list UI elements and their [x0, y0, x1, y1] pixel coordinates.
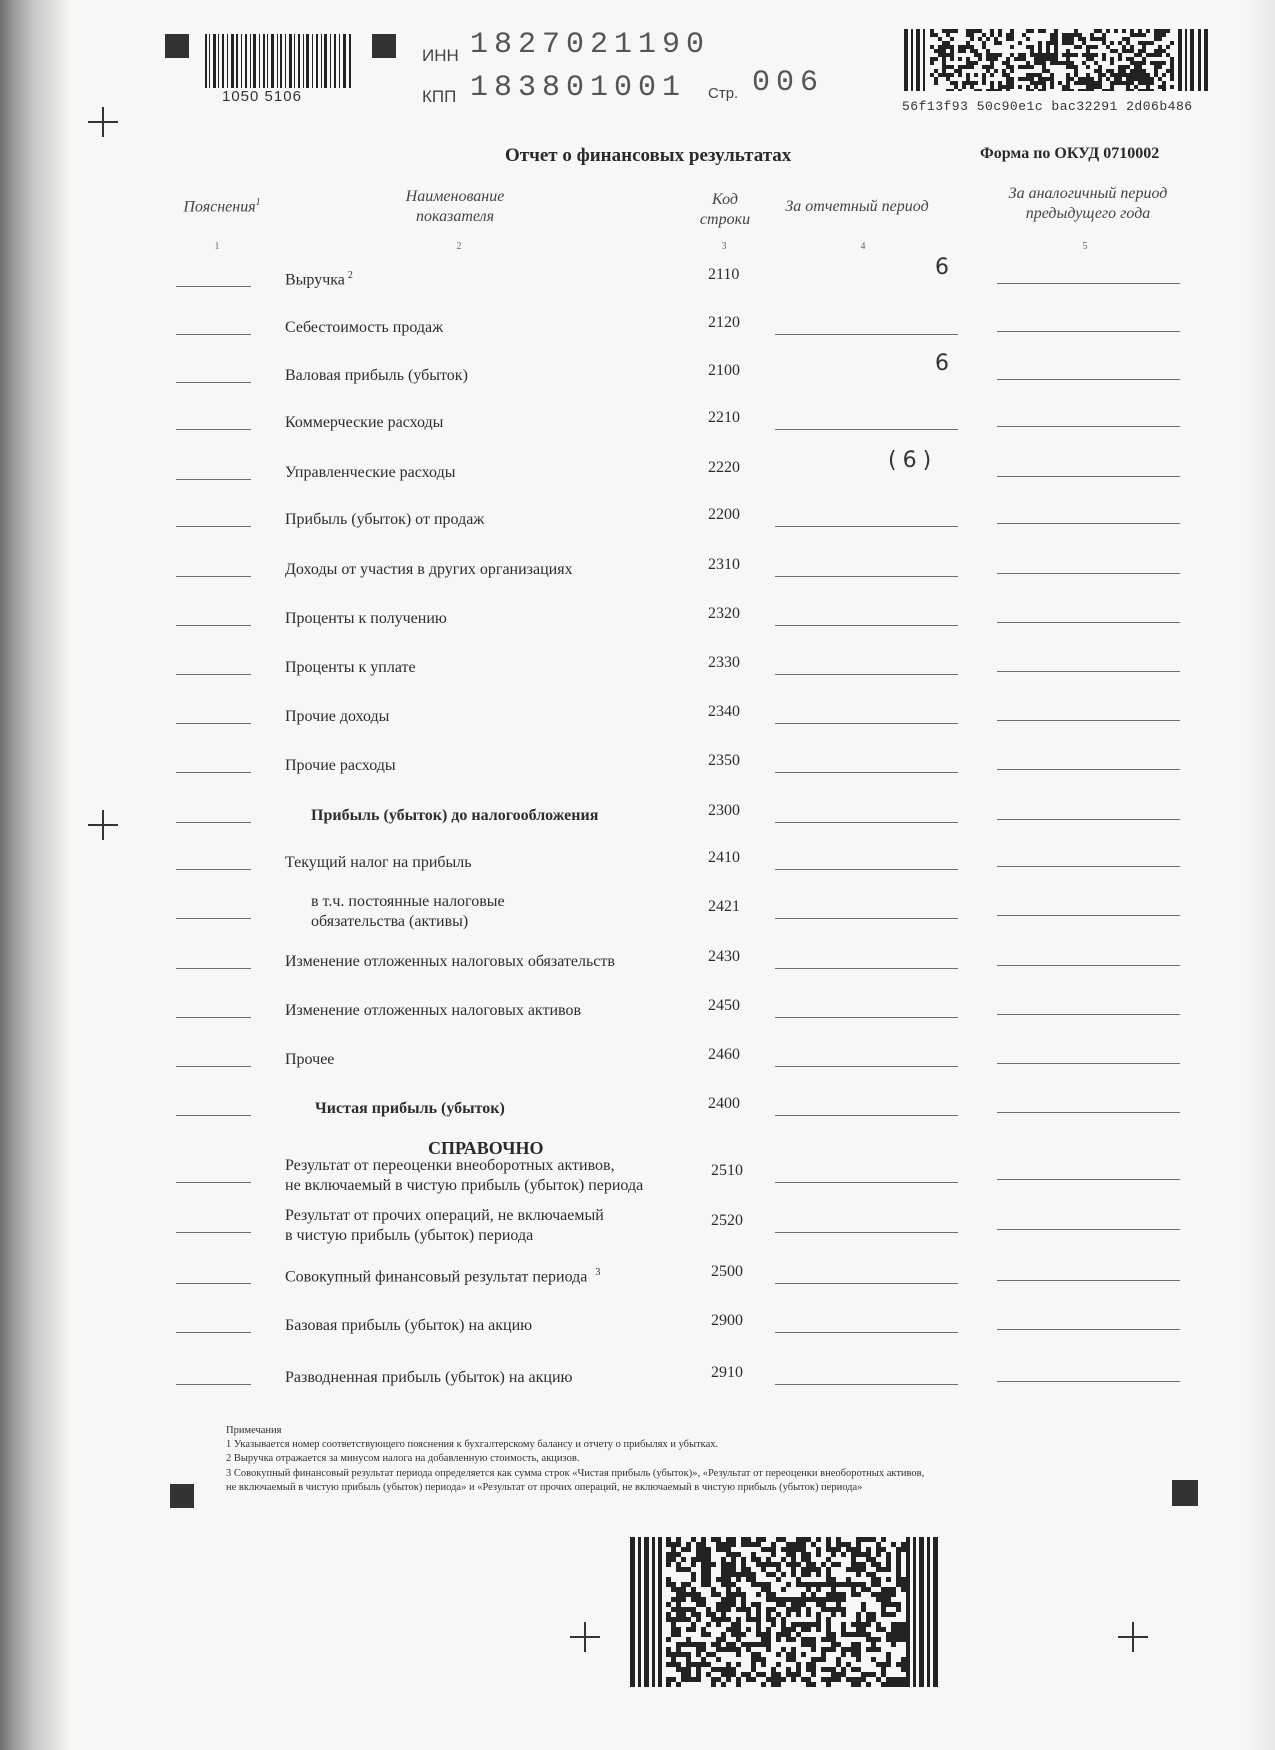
previous-period-line: [997, 720, 1180, 721]
notes-dash: [176, 723, 251, 724]
current-period-line: [775, 1115, 958, 1116]
row-name-sup: 2: [347, 270, 353, 281]
footnotes: [226, 1424, 1126, 1495]
row-name-line1: Результат от прочих операций, не включаемый: [285, 1207, 604, 1224]
row-name: [285, 1316, 532, 1336]
current-period-line: [775, 1066, 958, 1067]
notes-dash: [176, 286, 251, 287]
notes-dash: [176, 1283, 251, 1284]
notes-dash: [176, 822, 251, 823]
col-header-name-l2: показателя: [416, 208, 494, 225]
kpp-value: 183801001: [470, 71, 687, 105]
row-code: 2400: [708, 1095, 740, 1112]
notes-dash: [176, 1115, 251, 1116]
previous-period-line: [997, 915, 1180, 916]
row-name: [285, 658, 416, 678]
notes-dash: [176, 918, 251, 919]
previous-period-line: [997, 622, 1180, 623]
current-period-line: [775, 1017, 958, 1018]
row-code: 2430: [708, 948, 740, 965]
current-period-line: [775, 822, 958, 823]
previous-period-line: [997, 1014, 1180, 1015]
crosshair-mid-left: [88, 810, 118, 840]
current-period-line: [775, 625, 958, 626]
linear-barcode: [205, 34, 353, 88]
previous-period-line: [997, 965, 1180, 966]
previous-period-line: [997, 671, 1180, 672]
current-period-line: [775, 1384, 958, 1385]
row-code: 2200: [708, 506, 740, 523]
row-name-text: Базовая прибыль (убыток) на акцию: [285, 1317, 533, 1334]
row-name-line1: Результат от переоценки внеоборотных активов,: [285, 1157, 615, 1174]
col-header-code: [695, 190, 755, 230]
notes-dash: [176, 968, 251, 969]
notes-dash: [176, 1182, 251, 1183]
previous-period-line: [997, 283, 1180, 284]
row-name-text: Прочие доходы: [285, 708, 390, 725]
form-code: Форма по ОКУД 0710002: [980, 145, 1160, 162]
reference-title: СПРАВОЧНО: [428, 1138, 544, 1158]
notes-dash: [176, 1066, 251, 1067]
row-name: [285, 413, 443, 433]
notes-dash: [176, 1017, 251, 1018]
row-code: 2450: [708, 997, 740, 1014]
corner-marker-top-left: [165, 34, 189, 58]
row-code: 2340: [708, 703, 740, 720]
col-header-notes-label: Пояснения: [183, 198, 256, 216]
row-name-text: Управленческие расходы: [285, 464, 456, 481]
row-name-text: Разводненная прибыль (убыток) на акцию: [285, 1369, 573, 1386]
notes-dash: [176, 479, 251, 480]
previous-period-line: [997, 1229, 1180, 1230]
col-header-prev-l2: предыдущего года: [1025, 205, 1151, 222]
notes-dash: [176, 869, 251, 870]
scan-edge-right: [1247, 0, 1275, 1750]
previous-period-line: [997, 573, 1180, 574]
row-name-text: Валовая прибыль (убыток): [285, 367, 468, 384]
footnotes-title: Примечания: [226, 1425, 282, 1436]
row-code: 2421: [708, 898, 740, 915]
row-code: 2220: [708, 459, 740, 476]
scan-shadow: [0, 0, 70, 1750]
previous-period-line: [997, 426, 1180, 427]
previous-period-line: [997, 1381, 1180, 1382]
col-number-3: 3: [721, 241, 727, 252]
col-header-current: За отчетный период: [785, 198, 929, 215]
row-name: [285, 270, 353, 290]
row-name-text: Совокупный финансовый результат периода: [285, 1268, 588, 1286]
row-name: [285, 609, 447, 629]
row-name-text: Текущий налог на прибыль: [285, 854, 472, 871]
row-code: 2910: [711, 1364, 743, 1381]
row-name-line2: не включаемый в чистую прибыль (убыток) периода: [285, 1177, 644, 1194]
previous-period-line: [997, 476, 1180, 477]
page-value: 006: [752, 66, 825, 100]
row-code: 2120: [708, 314, 740, 331]
current-period-line: [775, 1232, 958, 1233]
col-number-4: 4: [860, 241, 866, 252]
row-code: 2310: [708, 556, 740, 573]
current-period-line: [775, 576, 958, 577]
col-header-code-l2: строки: [699, 211, 751, 228]
row-name-text: Проценты к получению: [285, 610, 447, 627]
previous-period-line: [997, 819, 1180, 820]
current-period-line: [775, 1283, 958, 1284]
footnote-1: 1 Указывается номер соответствующего пояснения к бухгалтерскому балансу и отчету о прибылях и убытках.: [226, 1439, 719, 1451]
current-period-line: [775, 526, 958, 527]
previous-period-line: [997, 1179, 1180, 1180]
row-name: [285, 366, 468, 386]
row-name-text: Прочее: [285, 1051, 335, 1068]
notes-dash: [176, 1332, 251, 1333]
col-number-2: 2: [456, 241, 462, 252]
current-period-line: [775, 869, 958, 870]
row-name: [285, 1050, 334, 1070]
row-name-text: Прибыль (убыток) от продаж: [285, 511, 485, 528]
row-code: 2460: [708, 1046, 740, 1063]
row-name-sup: 3: [595, 1267, 601, 1278]
previous-period-line: [997, 1063, 1180, 1064]
previous-period-line: [997, 331, 1180, 332]
row-code: 2520: [711, 1212, 743, 1229]
notes-dash: [176, 674, 251, 675]
previous-period-line: [997, 866, 1180, 867]
row-name-text: Себестоимость продаж: [285, 319, 444, 336]
corner-marker-top-mid: [372, 34, 396, 58]
current-period-value: 6: [935, 351, 949, 376]
previous-period-line: [997, 1112, 1180, 1113]
row-code: 2510: [711, 1162, 743, 1179]
col-header-name: [360, 187, 550, 227]
col-header-notes: [172, 197, 272, 217]
row-code: 2110: [708, 266, 740, 283]
col-number-5: 5: [1082, 241, 1088, 252]
row-name-text: Прибыль (убыток) до налогообложения: [311, 807, 599, 824]
current-period-line: [775, 334, 958, 335]
datamatrix-barcode-top: [904, 29, 1210, 91]
datamatrix-barcode-bottom: [630, 1537, 938, 1687]
crosshair-top-left: [88, 107, 118, 137]
row-name: [285, 707, 389, 727]
row-name: [311, 806, 598, 826]
col-header-prev-l1: За аналогичный период: [1008, 185, 1168, 202]
notes-dash: [176, 772, 251, 773]
row-name-text: Проценты к уплате: [285, 659, 416, 676]
row-name: [285, 1001, 581, 1021]
previous-period-line: [997, 1329, 1180, 1330]
col-header-prev: [988, 184, 1188, 224]
footnote-2: 2 Выручка отражается за минусом налога на добавленную стоимость, акцизов.: [226, 1453, 580, 1465]
row-name-text: Чистая прибыль (убыток): [315, 1100, 505, 1117]
crosshair-bottom-mid: [570, 1622, 600, 1652]
row-name: [285, 952, 615, 972]
inn-label: ИНН: [422, 46, 459, 65]
footnote-3b: не включаемый в чистую прибыль (убыток) периода» и «Результат от прочих операций, не включаемый в чистую прибыль (убыток) периода»: [226, 1481, 863, 1493]
row-code: 2300: [708, 802, 740, 819]
notes-dash: [176, 1384, 251, 1385]
row-name-text: Доходы от участия в других организациях: [285, 561, 573, 578]
current-period-value: 6: [935, 255, 949, 280]
notes-dash: [176, 1232, 251, 1233]
row-code: 2900: [711, 1312, 743, 1329]
row-name: [285, 560, 573, 580]
row-code: 2100: [708, 362, 740, 379]
current-period-line: [775, 968, 958, 969]
row-name-text: Выручка: [285, 271, 345, 289]
notes-dash: [176, 334, 251, 335]
report-title: Отчет о финансовых результатах: [505, 145, 792, 166]
previous-period-line: [997, 379, 1180, 380]
inn-value: 1827021190: [470, 28, 711, 62]
row-name-line1: в т.ч. постоянные налоговые: [311, 893, 505, 910]
current-period-line: [775, 772, 958, 773]
row-name: [285, 853, 472, 873]
corner-marker-bottom-right: [1172, 1480, 1198, 1506]
col-header-notes-sup: 1: [255, 197, 261, 208]
row-name: [315, 1099, 505, 1119]
row-name-line2: обязательства (активы): [311, 913, 469, 930]
row-name: [285, 463, 455, 483]
notes-dash: [176, 429, 251, 430]
row-name: [285, 510, 484, 530]
row-name-line2: в чистую прибыль (убыток) периода: [285, 1227, 534, 1244]
notes-dash: [176, 382, 251, 383]
notes-dash: [176, 576, 251, 577]
page-label: Стр.: [708, 85, 739, 102]
current-period-line: [775, 1182, 958, 1183]
col-number-1: 1: [214, 241, 220, 252]
footnote-3a: 3 Совокупный финансовый результат периода определяется как сумма строк «Чистая прибыль (убыток)», «Результат от переоценки внеоборотных активов,: [226, 1467, 925, 1479]
kpp-label: КПП: [422, 87, 457, 106]
row-name: [285, 1368, 573, 1388]
previous-period-line: [997, 1280, 1180, 1281]
col-header-code-l1: Код: [712, 191, 738, 208]
row-code: 2320: [708, 605, 740, 622]
crosshair-bottom-right: [1118, 1622, 1148, 1652]
current-period-line: [775, 674, 958, 675]
previous-period-line: [997, 523, 1180, 524]
col-header-name-l1: Наименование: [405, 188, 505, 205]
document-hash: 56f13f93 50c90e1c bac32291 2d06b486: [902, 99, 1193, 114]
row-name-text: Коммерческие расходы: [285, 414, 444, 431]
row-name: [285, 756, 396, 776]
row-name: [285, 1267, 600, 1287]
row-code: 2330: [708, 654, 740, 671]
row-code: 2350: [708, 752, 740, 769]
notes-dash: [176, 526, 251, 527]
current-period-line: [775, 723, 958, 724]
row-code: 2410: [708, 849, 740, 866]
corner-marker-bottom-left: [170, 1484, 194, 1508]
barcode-number: 1050 5106: [222, 88, 302, 105]
current-period-line: [775, 1332, 958, 1333]
row-name: [285, 318, 443, 338]
row-name-text: Изменение отложенных налоговых активов: [285, 1002, 582, 1019]
previous-period-line: [997, 769, 1180, 770]
current-period-value: (6): [888, 448, 938, 473]
row-code: 2500: [711, 1263, 743, 1280]
current-period-line: [775, 918, 958, 919]
row-name-text: Изменение отложенных налоговых обязательств: [285, 953, 615, 970]
current-period-line: [775, 429, 958, 430]
row-name-text: Прочие расходы: [285, 757, 396, 774]
row-code: 2210: [708, 409, 740, 426]
notes-dash: [176, 625, 251, 626]
